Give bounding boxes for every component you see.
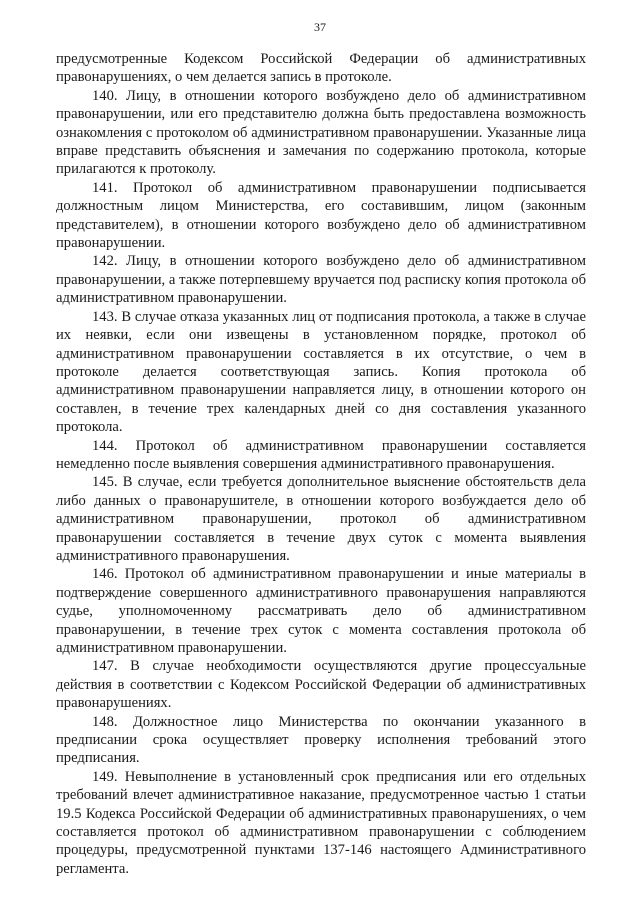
paragraph-149: 149. Невыполнение в установленный срок предписания или его отдельных требований влечет административное наказание, предусмотренное частью 1 статьи 19.5 Кодекса Российской Федерации об административных правонарушениях, о чем составляется протокол об административном правонарушении с соблюдением процедуры, предусмотренной пунктами 137-146 настоящего Административного регламента. [56,768,586,877]
paragraph-141: 141. Протокол об административном правонарушении подписывается должностным лицом Министерства, его составившим, лицом (законным представителем), в отношении которого возбуждено дело об административном правонарушении. [56,179,586,252]
page-number: 37 [314,20,326,34]
paragraph-142: 142. Лицу, в отношении которого возбуждено дело об административном правонарушении, а также потерпевшему вручается под расписку копия протокола об административном правонарушении. [56,253,586,307]
paragraph-145: 145. В случае, если требуется дополнительное выяснение обстоятельств дела либо данных о правонарушителе, в отношении которого возбуждается дело об административном правонарушении, протокол об административном правонарушении составляется в течение двух суток с момента выявления административного правонарушения. [56,474,586,564]
paragraph-146: 146. Протокол об административном правонарушении и иные материалы в подтверждение совершенного административного правонарушения направляются судье, уполномоченному рассматривать дело об административном правонарушении, в течение трех суток с момента составления протокола об административном правонарушении. [56,566,586,656]
paragraph-147: 147. В случае необходимости осуществляются другие процессуальные действия в соответствии с Кодексом Российской Федерации об административных правонарушениях. [56,658,586,712]
paragraph-continuation: предусмотренные Кодексом Российской Федерации об административных правонарушениях, о чем делается запись в протоколе. [56,51,586,86]
paragraph-148: 148. Должностное лицо Министерства по окончании указанного в предписании срока осуществляет проверку исполнения требований этого предписания. [56,713,586,767]
paragraph-143: 143. В случае отказа указанных лиц от подписания протокола, а также в случае их неявки, если они извещены в установленном порядке, протокол об административном правонарушении составляется в их отсутствие, о чем в протоколе делается соответствующая запись. Копия протокола об административном правонарушении направляется лицу, в отношении которого он составлен, в течение трех календарных дней со дня составления указанного протокола. [56,308,586,436]
document-body [56,50,586,878]
paragraph-144: 144. Протокол об административном правонарушении составляется немедленно после выявления совершения административного правонарушения. [56,437,586,472]
paragraph-140: 140. Лицу, в отношении которого возбуждено дело об административном правонарушении, или его представителю должна быть предоставлена возможность ознакомления с протоколом об административном правонарушении. Указанные лица вправе представить объяснения и замечания по содержанию протокола, которые прилагаются к протоколу. [56,87,586,178]
